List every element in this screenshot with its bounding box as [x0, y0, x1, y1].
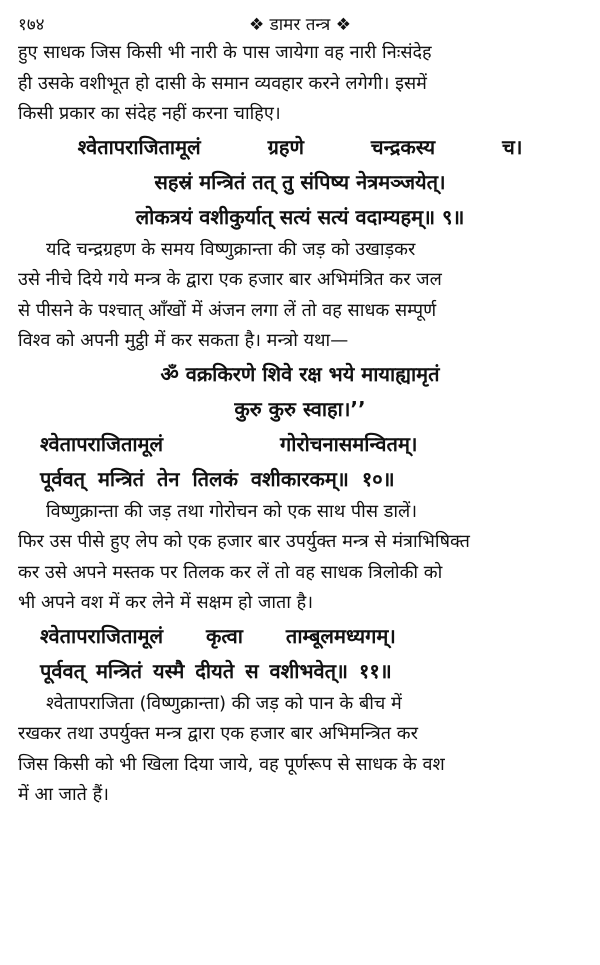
verse-line: लोकत्रयं वशीकुर्यात् सत्यं सत्यं वदाम्यहम्॥ ९॥ — [135, 204, 465, 229]
page-number: १७४ — [18, 14, 45, 35]
text-line: कर उसे अपने मस्तक पर तिलक कर लें तो वह साधक त्रिलोकी को — [18, 561, 443, 583]
verse-9 — [18, 130, 582, 235]
paragraph-2 — [18, 235, 582, 357]
page-header — [18, 8, 582, 38]
text-line: फिर उस पीसे हुए लेप को एक हजार बार उपर्युक्त मन्त्र से मंत्राभिषिक्त — [18, 531, 470, 552]
text-line: ही उसके वशीभूत हो दासी के समान व्यवहार करने लगेगी। इसमें — [18, 72, 427, 94]
text-line: में आ जाते हैं। — [18, 784, 109, 805]
verse-10 — [18, 427, 582, 497]
text-line: यदि चन्द्रग्रहण के समय विष्णुक्रान्ता की जड़ को उखाड़कर — [46, 238, 416, 260]
verse-line: पूर्ववत् मन्त्रितं यस्मै दीयते स वशीभवेत्॥ ११॥ — [40, 658, 392, 683]
verse-line: सहस्रं मन्त्रितं तत् तु संपिष्य नेत्रमञ्जयेत्। — [154, 169, 446, 194]
text-line: विष्णुक्रान्ता की जड़ तथा गोरोचन को एक साथ पीस डालें। — [46, 500, 418, 522]
verse-line: श्वेतापराजितामूलं कृत्वा ताम्बूलमध्यगम्। — [40, 623, 396, 648]
paragraph-1 — [18, 38, 582, 130]
text-line: श्वेतापराजिता (विष्णुक्रान्ता) की जड़ को पान के बीच में — [46, 692, 402, 714]
text-line: जिस किसी को भी खिला दिया जाये, वह पूर्णरूप से साधक के वश — [18, 753, 445, 775]
mantra-line: कुरु कुरु स्वाहा।’’ — [234, 396, 366, 421]
verse-11 — [18, 619, 582, 689]
verse-line: श्वेतापराजितामूलं ग्रहणे चन्द्रकस्य च। — [77, 134, 523, 159]
paragraph-3 — [18, 497, 582, 619]
text-line: विश्व को अपनी मुट्ठी में कर सकता है। मन्त्रो यथा— — [18, 330, 349, 351]
mantra-line: ॐ वक्रकिरणे शिवे रक्ष भये मायाह्यामृतं — [160, 361, 440, 386]
text-line: किसी प्रकार का संदेह नहीं करना चाहिए। — [18, 103, 281, 124]
mantra — [18, 357, 582, 427]
text-line: भी अपने वश में कर लेने में सक्षम हो जाता है। — [18, 592, 314, 613]
text-line: से पीसने के पश्चात् आँखों में अंजन लगा लें तो वह साधक सम्पूर्ण — [18, 299, 437, 321]
verse-line: श्वेतापराजितामूलं गोरोचनासमन्वितम्। — [40, 431, 418, 456]
verse-line: पूर्ववत् मन्त्रितं तेन तिलकं वशीकारकम्॥ १०॥ — [40, 466, 395, 491]
text-line: उसे नीचे दिये गये मन्त्र के द्वारा एक हजार बार अभिमंत्रित कर जल — [18, 269, 442, 290]
paragraph-4 — [18, 689, 582, 811]
text-line: रखकर तथा उपर्युक्त मन्त्र द्वारा एक हजार बार अभिमन्त्रित कर — [18, 723, 418, 744]
running-title: ❖ डामर तन्त्र ❖ — [249, 14, 351, 35]
text-line: हुए साधक जिस किसी भी नारी के पास जायेगा वह नारी निःसंदेह — [18, 42, 432, 63]
